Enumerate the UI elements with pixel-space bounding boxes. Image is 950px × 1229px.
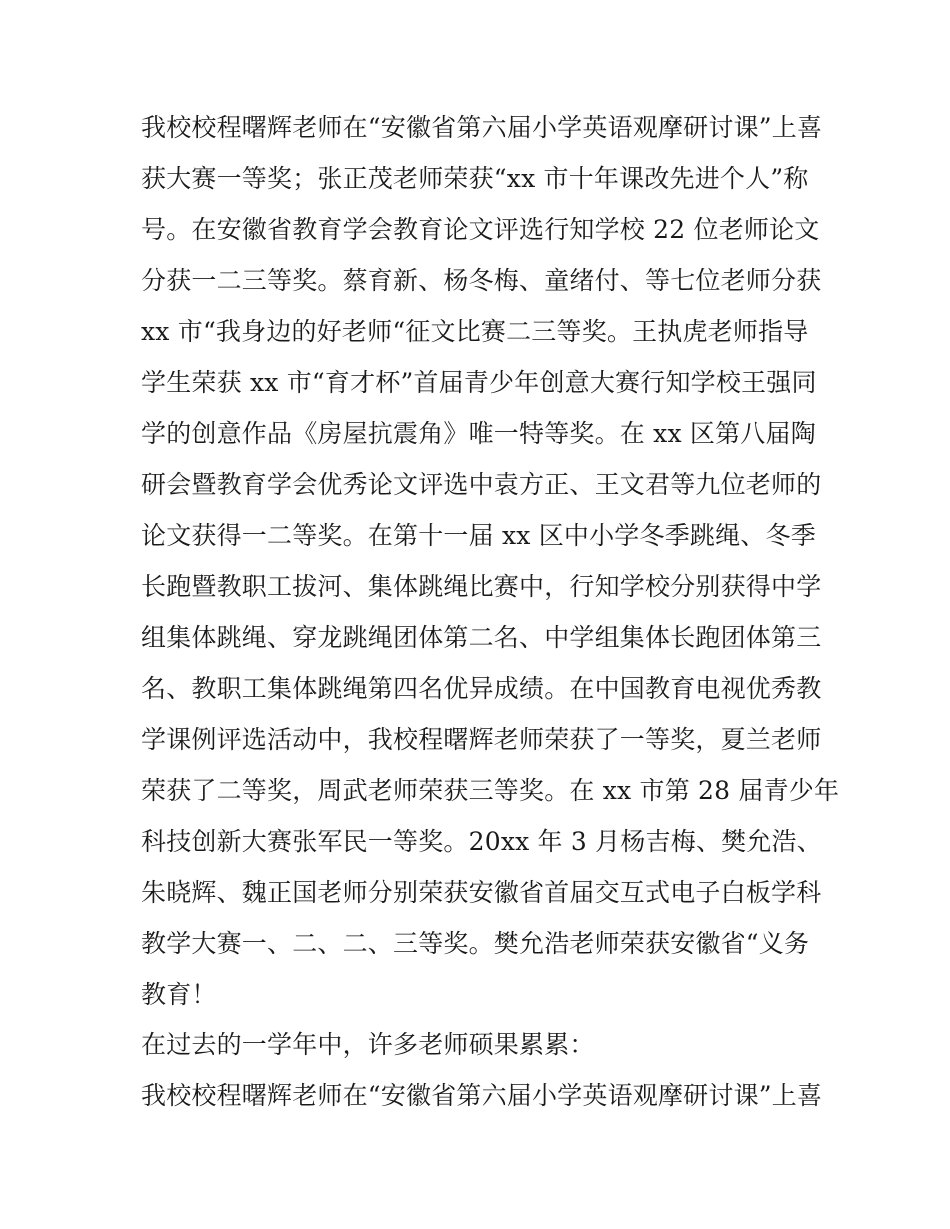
- paragraph-line: 长跑暨教职工拔河、集体跳绳比赛中，行知学校分别获得中学: [141, 572, 822, 601]
- paragraph-line: 我校校程曙辉老师在“安徽省第六届小学英语观摩研讨课”上喜: [141, 113, 823, 142]
- paragraph-2: 在过去的一学年中，许多老师硕果累累：: [141, 1030, 595, 1059]
- paragraph-line: 获大赛一等奖；张正茂老师荣获“xx 市十年课改先进个人”称: [141, 164, 809, 193]
- paragraph-line: 科技创新大赛张军民一等奖。20xx 年 3 月杨吉梅、樊允浩、: [141, 827, 822, 856]
- paragraph-line: 朱晓辉、魏正国老师分别荣获安徽省首届交互式电子白板学科: [141, 878, 822, 907]
- paragraph-line: 学生荣获 xx 市“育才杯”首届青少年创意大赛行知学校王强同: [141, 368, 817, 397]
- paragraph-line: 荣获了二等奖，周武老师荣获三等奖。在 xx 市第 28 届青少年: [141, 776, 840, 805]
- paragraph-line: 教育！: [141, 980, 217, 1009]
- paragraph-line: 号。在安徽省教育学会教育论文评选行知学校 22 位老师论文: [141, 215, 820, 244]
- paragraph-line: 研会暨教育学会优秀论文评选中袁方正、王文君等九位老师的: [141, 470, 822, 499]
- paragraph-line: 分获一二三等奖。蔡育新、杨冬梅、童绪付、等七位老师分获: [141, 266, 822, 295]
- paragraph-line: 学的创意作品《房屋抗震角》唯一特等奖。在 xx 区第八届陶: [141, 419, 816, 448]
- paragraph-line: 论文获得一二等奖。在第十一届 xx 区中小学冬季跳绳、冬季: [141, 521, 816, 550]
- paragraph-line: 教学大赛一、二、二、三等奖。樊允浩老师荣获安徽省“义务: [141, 929, 810, 958]
- paragraph-line: 组集体跳绳、穿龙跳绳团体第二名、中学组集体长跑团体第三: [141, 623, 822, 652]
- paragraph-line: 学课例评选活动中，我校程曙辉老师荣获了一等奖，夏兰老师: [141, 725, 822, 754]
- paragraph-line: xx 市“我身边的好老师“征文比赛二三等奖。王执虎老师指导: [141, 317, 809, 346]
- paragraph-3-line: 我校校程曙辉老师在“安徽省第六届小学英语观摩研讨课”上喜: [141, 1081, 823, 1110]
- paragraph-line: 名、教职工集体跳绳第四名优异成绩。在中国教育电视优秀教: [141, 674, 822, 703]
